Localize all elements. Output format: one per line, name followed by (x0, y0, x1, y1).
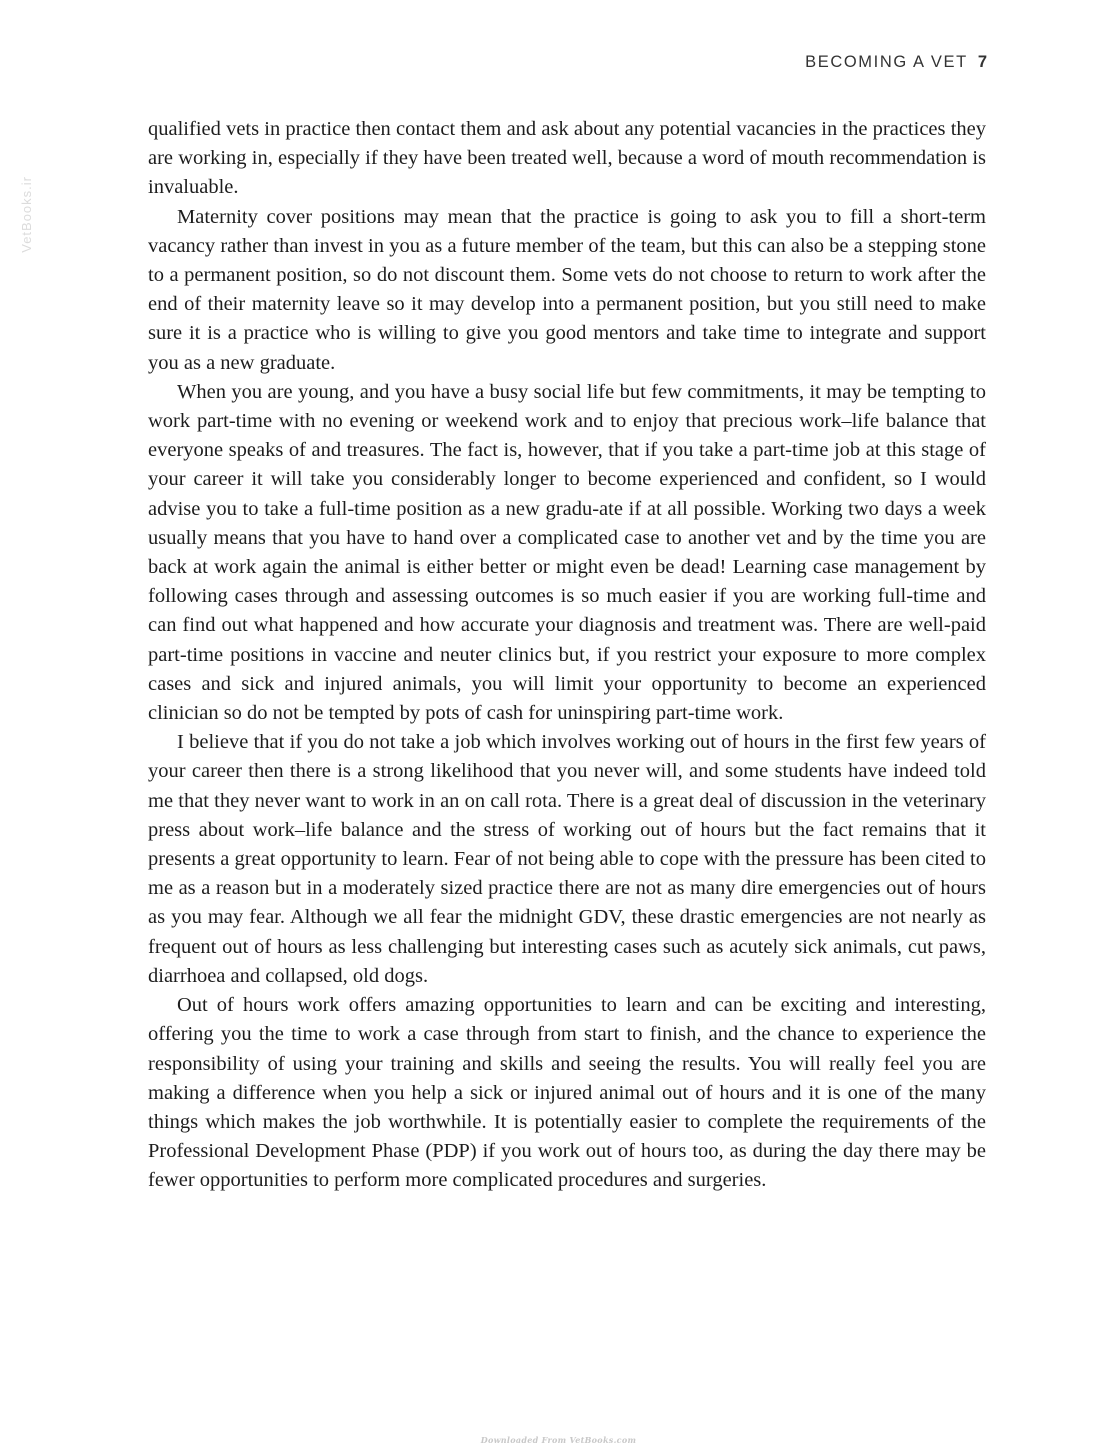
paragraph-continuation: qualified vets in practice then contact them and ask about any potential vacancies in the practices they are working in, especially if they have been treated well, because a word of mouth recommendation is invaluable. (148, 118, 986, 199)
page-number: 7 (977, 53, 987, 71)
paragraph-part-time: When you are young, and you have a busy social life but few commitments, it may be tempting to work part-time with no evening or weekend work and to enjoy that precious work–life balance that everyone speaks of and treasures. The fact is, however, that if you take a part-time job at this stage of your career it will take you considerably longer to become experienced and confident, so I would advise you to take a full-time position as a new gradu-ate if at all possible. Working two days a week usually means that you have to hand over a complicated case to another vet and by the time you are back at work again the animal is either better or might even be dead! Learning case management by following cases through and assessing outcomes is so much easier if you are working full-time and can find out what happened and how accurate your diagnosis and treatment was. There are well-paid part-time positions in vaccine and neuter clinics but, if you restrict your exposure to more complex cases and sick and injured animals, you will limit your opportunity to become an experienced clinician so do not be tempted by pots of cash for uninspiring part-time work. (148, 380, 986, 725)
paragraph-out-of-hours: I believe that if you do not take a job which involves working out of hours in the first few years of your career then there is a strong likelihood that you never will, and some students have indeed told me that they never want to work in an on call rota. There is a great deal of discussion in the veterinary press about work–life balance and the stress of working out of hours but the fact remains that it presents a great opportunity to learn. Fear of not being able to cope with the pressure has been cited to me as a reason but in a moderately sized practice there are not as many dire emergencies out of hours as you may fear. Although we all fear the midnight GDV, these drastic emergencies are not nearly as frequent out of hours as less challenging but interesting cases such as acutely sick animals, cut paws, diarrhoea and collapsed, old dogs. (148, 731, 986, 987)
footer-watermark: Downloaded From VetBooks.com (480, 1435, 637, 1445)
body-text (148, 115, 986, 1196)
running-head (805, 53, 987, 72)
paragraph-ooh-opportunities: Out of hours work offers amazing opportunities to learn and can be exciting and interesting, offering you the time to work a case through from start to finish, and the chance to experience the responsibility of using your training and skills and seeing the results. You will really feel you are making a difference when you help a sick or injured animal out of hours and it is one of the many things which makes the job worthwhile. It is potentially easier to complete the requirements of the Professional Development Phase (PDP) if you work out of hours too, as during the day there may be fewer opportunities to perform more complicated procedures and surgeries. (148, 994, 986, 1192)
paragraph-maternity-cover: Maternity cover positions may mean that the practice is going to ask you to fill a short-term vacancy rather than invest in you as a future member of the team, but this can also be a stepping stone to a permanent position, so do not discount them. Some vets do not choose to return to work after the end of their maternity leave so it may develop into a permanent position, but you still need to make sure it is a practice who is willing to give you good mentors and take time to integrate and support you as a new graduate. (148, 205, 986, 374)
side-watermark: VetBooks.ir (19, 176, 34, 253)
running-title: BECOMING A VET (805, 53, 968, 71)
